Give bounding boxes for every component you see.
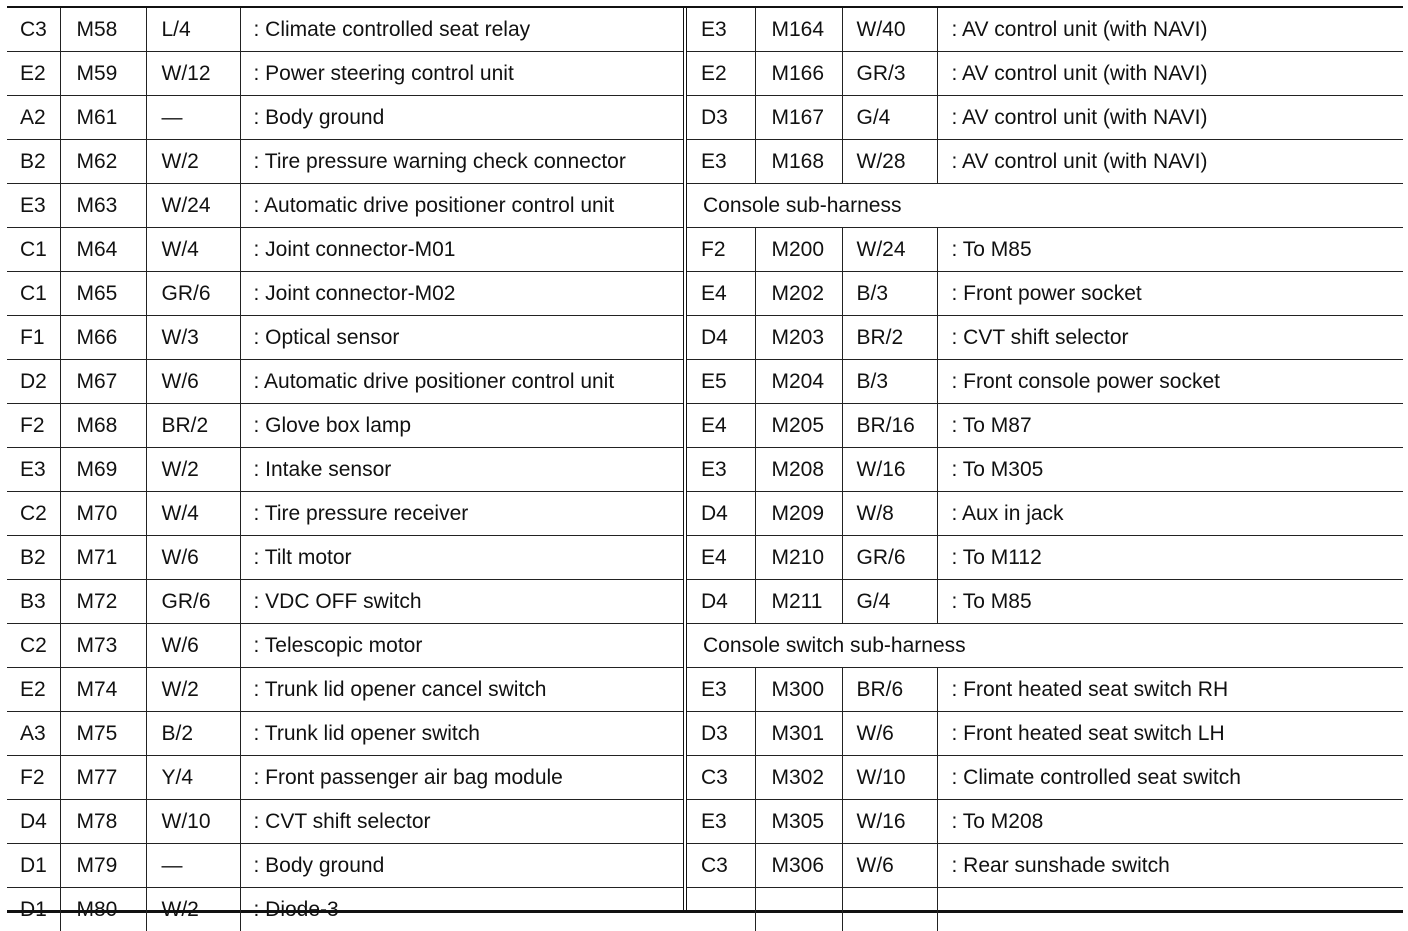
grid-reference-cell: C1 [7,272,60,316]
grid-reference-cell: D3 [687,96,755,140]
connector-number-cell: M200 [755,228,842,272]
connector-description-cell: : CVT shift selector [937,316,1403,360]
connector-number-cell: M77 [60,756,146,800]
connector-color-cell: L/4 [146,8,240,52]
table-row [7,624,683,668]
right-connector-table [687,8,1403,931]
table-row [7,448,683,492]
connector-description-cell: : Front passenger air bag module [240,756,683,800]
connector-number-cell: M62 [60,140,146,184]
connector-number-cell: M70 [60,492,146,536]
connector-description-cell: : Tire pressure receiver [240,492,683,536]
connector-description-cell: : Power steering control unit [240,52,683,96]
connector-number-cell: M166 [755,52,842,96]
connector-number-cell: M71 [60,536,146,580]
table-row [7,360,683,404]
connector-description-cell: : To M87 [937,404,1403,448]
table-row [7,228,683,272]
connector-description-cell: : To M85 [937,228,1403,272]
table-row [7,272,683,316]
connector-description-cell: : To M305 [937,448,1403,492]
grid-reference-cell: C1 [7,228,60,272]
connector-description-cell: : Front heated seat switch RH [937,668,1403,712]
grid-reference-cell: E4 [687,404,755,448]
right-connector-table-body [687,8,1403,931]
connector-color-cell: W/10 [146,800,240,844]
grid-reference-cell: C2 [7,624,60,668]
table-row [7,800,683,844]
section-header-row [687,184,1403,228]
connector-description-cell: : Front console power socket [937,360,1403,404]
grid-reference-cell: E2 [687,52,755,96]
connector-number-cell: M63 [60,184,146,228]
table-row [687,888,1403,931]
connector-description-cell: : CVT shift selector [240,800,683,844]
table-row [7,492,683,536]
table-row [7,888,683,931]
connector-description-cell: : Joint connector-M02 [240,272,683,316]
grid-reference-cell: D4 [687,492,755,536]
connector-color-cell: W/10 [842,756,937,800]
connector-description-cell: : To M85 [937,580,1403,624]
connector-number-cell: M208 [755,448,842,492]
left-connector-table-body [7,8,683,931]
connector-description-cell: : Aux in jack [937,492,1403,536]
connector-color-cell: G/4 [842,580,937,624]
connector-number-cell: M205 [755,404,842,448]
connector-color-cell: W/4 [146,492,240,536]
table-row [687,272,1403,316]
connector-number-cell: M75 [60,712,146,756]
connector-description-cell: : Front heated seat switch LH [937,712,1403,756]
connector-color-cell: W/6 [842,844,937,888]
connector-description-cell: : Tilt motor [240,536,683,580]
left-connector-table-region [7,8,683,910]
grid-reference-cell: E3 [687,8,755,52]
connector-description-cell: : Climate controlled seat switch [937,756,1403,800]
connector-number-cell: M210 [755,536,842,580]
connector-color-cell: — [146,844,240,888]
table-row [687,580,1403,624]
connector-color-cell: BR/16 [842,404,937,448]
table-row [687,360,1403,404]
grid-reference-cell: E3 [687,800,755,844]
grid-reference-cell [687,888,755,931]
connector-number-cell: M305 [755,800,842,844]
connector-color-cell: — [146,96,240,140]
grid-reference-cell: B2 [7,536,60,580]
connector-description-cell: : Body ground [240,844,683,888]
connector-color-cell: GR/3 [842,52,937,96]
connector-description-cell: : Rear sunshade switch [937,844,1403,888]
grid-reference-cell: E3 [687,448,755,492]
grid-reference-cell: D4 [7,800,60,844]
connector-color-cell: W/6 [146,536,240,580]
grid-reference-cell: C3 [7,8,60,52]
grid-reference-cell: F2 [687,228,755,272]
right-connector-table-region [687,8,1403,910]
connector-description-cell: : AV control unit (with NAVI) [937,52,1403,96]
connector-number-cell: M209 [755,492,842,536]
grid-reference-cell: F2 [7,756,60,800]
connector-number-cell: M74 [60,668,146,712]
connector-description-cell: : Glove box lamp [240,404,683,448]
connector-number-cell: M78 [60,800,146,844]
connector-number-cell: M59 [60,52,146,96]
section-header-row [687,624,1403,668]
connector-color-cell: W/12 [146,52,240,96]
table-row [687,844,1403,888]
grid-reference-cell: B2 [7,140,60,184]
table-row [687,492,1403,536]
table-row [687,52,1403,96]
connector-description-cell: : To M112 [937,536,1403,580]
connector-color-cell: W/2 [146,668,240,712]
table-row [687,668,1403,712]
connector-color-cell: W/16 [842,800,937,844]
table-row [7,52,683,96]
grid-reference-cell: D3 [687,712,755,756]
connector-color-cell: GR/6 [146,580,240,624]
table-row [687,448,1403,492]
grid-reference-cell: E2 [7,52,60,96]
connector-description-cell: : Optical sensor [240,316,683,360]
connector-color-cell: W/2 [146,888,240,931]
connector-description-cell: : VDC OFF switch [240,580,683,624]
connector-number-cell: M58 [60,8,146,52]
connector-color-cell: W/2 [146,140,240,184]
connector-number-cell: M66 [60,316,146,360]
connector-description-cell: : AV control unit (with NAVI) [937,96,1403,140]
connector-description-cell: : Trunk lid opener cancel switch [240,668,683,712]
connector-color-cell: W/4 [146,228,240,272]
connector-description-cell: : Automatic drive positioner control unit [240,184,683,228]
connector-color-cell: W/8 [842,492,937,536]
table-row [7,8,683,52]
connector-description-cell: : Front power socket [937,272,1403,316]
grid-reference-cell: D4 [687,316,755,360]
connector-description-cell: : To M208 [937,800,1403,844]
connector-description-cell [937,888,1403,931]
connector-number-cell: M164 [755,8,842,52]
table-row [7,712,683,756]
grid-reference-cell: D1 [7,844,60,888]
table-row [7,316,683,360]
connector-number-cell: M80 [60,888,146,931]
grid-reference-cell: E3 [7,184,60,228]
connector-color-cell: W/3 [146,316,240,360]
connector-color-cell: BR/6 [842,668,937,712]
connector-number-cell: M168 [755,140,842,184]
connector-color-cell: G/4 [842,96,937,140]
connector-number-cell: M211 [755,580,842,624]
connector-description-cell: : Trunk lid opener switch [240,712,683,756]
connector-color-cell: B/3 [842,360,937,404]
connector-color-cell: W/24 [842,228,937,272]
table-row [687,140,1403,184]
connector-description-cell: : Intake sensor [240,448,683,492]
grid-reference-cell: D1 [7,888,60,931]
connector-description-cell: : AV control unit (with NAVI) [937,140,1403,184]
table-row [7,756,683,800]
connector-index-sheet [7,6,1403,913]
connector-color-cell: W/6 [146,624,240,668]
connector-description-cell: : Body ground [240,96,683,140]
connector-number-cell: M300 [755,668,842,712]
grid-reference-cell: E5 [687,360,755,404]
grid-reference-cell: A2 [7,96,60,140]
grid-reference-cell: C3 [687,756,755,800]
table-row [687,316,1403,360]
table-row [687,96,1403,140]
grid-reference-cell: E2 [7,668,60,712]
connector-description-cell: : Tire pressure warning check connector [240,140,683,184]
section-header: Console switch sub-harness [687,624,1403,668]
connector-color-cell: BR/2 [146,404,240,448]
grid-reference-cell: E4 [687,272,755,316]
connector-color-cell: W/24 [146,184,240,228]
grid-reference-cell: B3 [7,580,60,624]
left-connector-table [7,8,683,931]
table-row [7,580,683,624]
connector-color-cell: W/6 [842,712,937,756]
connector-color-cell: W/40 [842,8,937,52]
connector-color-cell: Y/4 [146,756,240,800]
grid-reference-cell: F2 [7,404,60,448]
connector-number-cell: M72 [60,580,146,624]
table-row [687,404,1403,448]
connector-color-cell: BR/2 [842,316,937,360]
connector-number-cell: M306 [755,844,842,888]
table-row [7,536,683,580]
connector-description-cell: : Climate controlled seat relay [240,8,683,52]
grid-reference-cell: C3 [687,844,755,888]
grid-reference-cell: E3 [687,140,755,184]
connector-color-cell [842,888,937,931]
grid-reference-cell: A3 [7,712,60,756]
connector-number-cell: M61 [60,96,146,140]
connector-number-cell: M69 [60,448,146,492]
section-header: Console sub-harness [687,184,1403,228]
connector-color-cell: B/3 [842,272,937,316]
table-row [687,536,1403,580]
table-row [687,8,1403,52]
grid-reference-cell: E4 [687,536,755,580]
connector-number-cell: M302 [755,756,842,800]
table-row [687,712,1403,756]
table-row [7,184,683,228]
connector-description-cell: : Diode-3 [240,888,683,931]
grid-reference-cell: F1 [7,316,60,360]
table-row [7,844,683,888]
connector-color-cell: W/2 [146,448,240,492]
table-row [7,96,683,140]
connector-number-cell: M202 [755,272,842,316]
connector-number-cell: M301 [755,712,842,756]
connector-description-cell: : AV control unit (with NAVI) [937,8,1403,52]
table-row [687,800,1403,844]
connector-description-cell: : Joint connector-M01 [240,228,683,272]
grid-reference-cell: C2 [7,492,60,536]
grid-reference-cell: D4 [687,580,755,624]
table-row [687,756,1403,800]
table-row [7,668,683,712]
connector-color-cell: W/16 [842,448,937,492]
table-row [7,140,683,184]
connector-description-cell: : Automatic drive positioner control unit [240,360,683,404]
connector-number-cell [755,888,842,931]
connector-number-cell: M73 [60,624,146,668]
table-row [687,228,1403,272]
connector-number-cell: M67 [60,360,146,404]
grid-reference-cell: E3 [7,448,60,492]
connector-color-cell: W/6 [146,360,240,404]
grid-reference-cell: E3 [687,668,755,712]
connector-number-cell: M167 [755,96,842,140]
connector-color-cell: B/2 [146,712,240,756]
connector-color-cell: W/28 [842,140,937,184]
connector-color-cell: GR/6 [146,272,240,316]
connector-number-cell: M203 [755,316,842,360]
connector-number-cell: M68 [60,404,146,448]
connector-number-cell: M204 [755,360,842,404]
connector-number-cell: M64 [60,228,146,272]
connector-color-cell: GR/6 [842,536,937,580]
connector-number-cell: M79 [60,844,146,888]
connector-description-cell: : Telescopic motor [240,624,683,668]
table-row [7,404,683,448]
grid-reference-cell: D2 [7,360,60,404]
connector-number-cell: M65 [60,272,146,316]
